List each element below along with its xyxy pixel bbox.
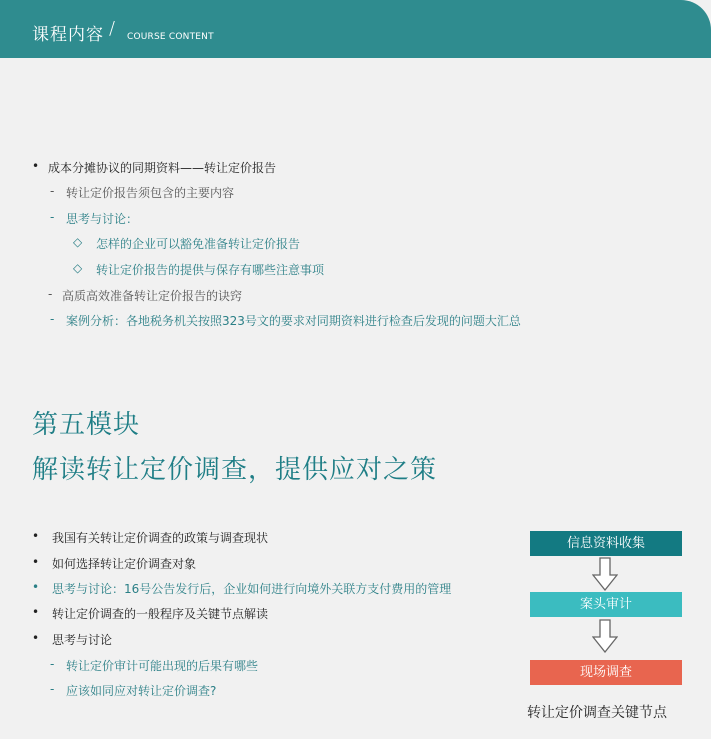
- arrow-down-icon: [592, 557, 618, 591]
- section2-bullet5: 思考与讨论: [52, 633, 113, 647]
- bullet-marker: •: [32, 580, 40, 594]
- flow-step-info-collection: 信息资料收集: [530, 531, 682, 556]
- section2-discussion1: 转让定价审计可能出现的后果有哪些: [66, 659, 259, 673]
- arrow-down-icon: [592, 619, 618, 653]
- flow-caption: 转让定价调查关键节点: [527, 705, 667, 721]
- dash-marker: -: [48, 287, 53, 301]
- flow-step-desk-audit: 案头审计: [530, 592, 682, 617]
- header-bar: [0, 0, 711, 58]
- section1-sub1: 怎样的企业可以豁免准备转让定价报告: [96, 237, 301, 251]
- bullet-marker: •: [32, 605, 40, 619]
- module-subtitle: 解读转让定价调查，提供应对之策: [32, 455, 438, 485]
- diamond-marker: ◇: [73, 235, 83, 249]
- dash-marker: -: [50, 312, 55, 326]
- section2-bullet1: 我国有关转让定价调查的政策与调查现状: [52, 531, 269, 545]
- section2-bullet3: 思考与讨论：16号公告发行后，企业如何进行向境外关联方支付费用的管理: [52, 582, 452, 596]
- section1-item1: 转让定价报告须包含的主要内容: [66, 186, 235, 200]
- section2-discussion2: 应该如同应对转让定价调查?: [66, 684, 217, 698]
- header-separator: /: [109, 18, 116, 39]
- dash-marker: -: [50, 184, 55, 198]
- dash-marker: -: [50, 657, 55, 671]
- section1-item4: 案例分析：各地税务机关按照323号文的要求对同期资料进行检查后发现的问题大汇总: [66, 314, 521, 328]
- section2-bullet2: 如何选择转让定价调查对象: [52, 557, 197, 571]
- dash-marker: -: [50, 682, 55, 696]
- dash-marker: -: [50, 210, 55, 224]
- flow-step-field-investigation: 现场调查: [530, 660, 682, 685]
- bullet-marker: •: [32, 529, 40, 543]
- section1-bullet: 成本分摊协议的同期资料——转让定价报告: [48, 161, 277, 175]
- section1-item2: 思考与讨论：: [66, 212, 139, 226]
- section2-bullet4: 转让定价调查的一般程序及关键节点解读: [52, 607, 269, 621]
- bullet-marker: •: [32, 555, 40, 569]
- bullet-marker: •: [32, 159, 40, 173]
- diamond-marker: ◇: [73, 261, 83, 275]
- section1-item3: 高质高效准备转让定价报告的诀窍: [62, 289, 243, 303]
- header-subtitle: COURSE CONTENT: [127, 32, 214, 42]
- header-title: 课程内容: [32, 25, 104, 45]
- section1-sub2: 转让定价报告的提供与保存有哪些注意事项: [96, 263, 325, 277]
- bullet-marker: •: [32, 631, 40, 645]
- module-title: 第五模块: [32, 410, 141, 440]
